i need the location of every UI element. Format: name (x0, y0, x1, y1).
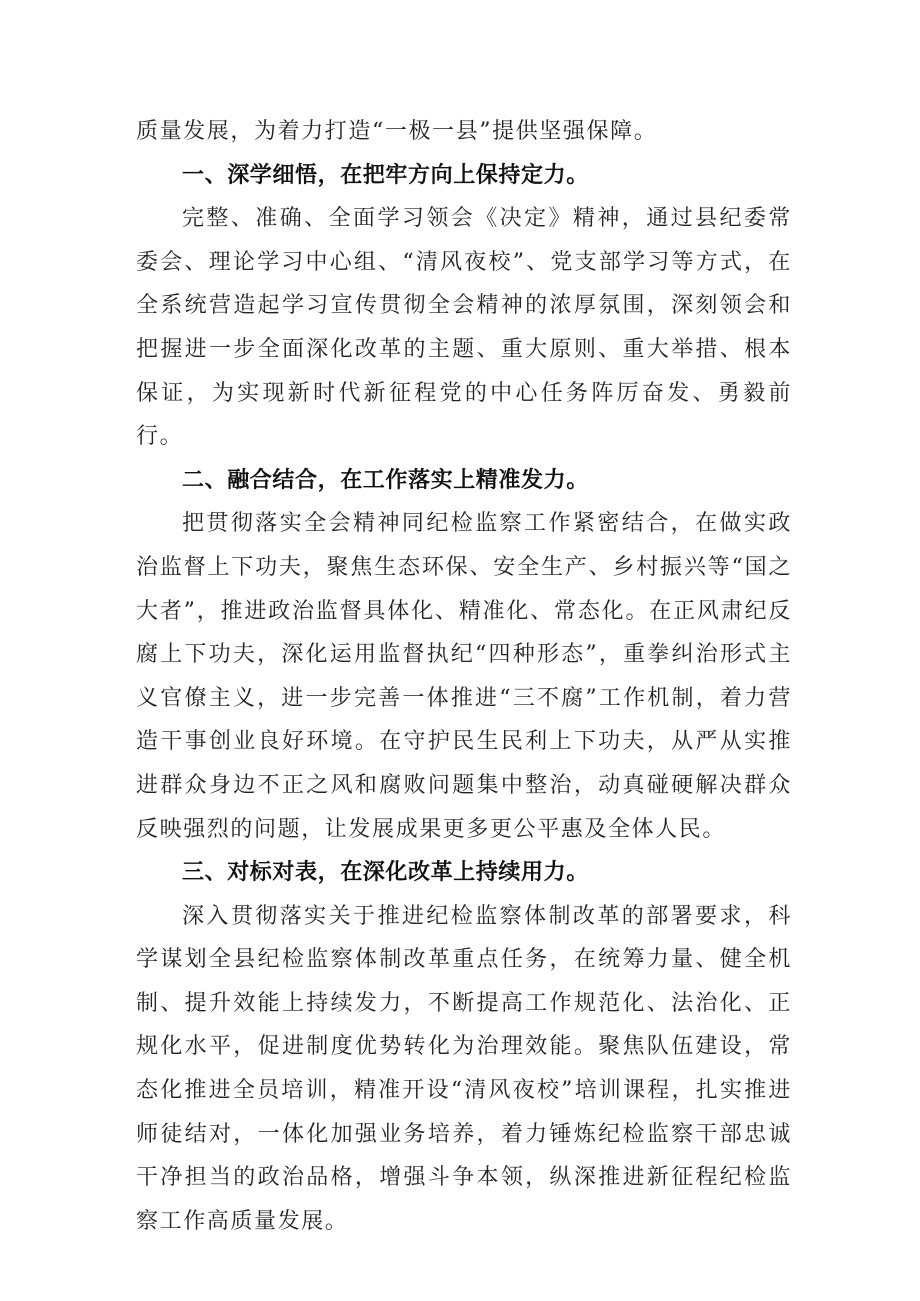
section-body-3: 深入贯彻落实关于推进纪检监察体制改革的部署要求，科学谋划全县纪检监察体制改革重点任务，在统筹力量、健全机制、提升效能上持续发力，不断提高工作规范化、法治化、正规化水平，促进制度优势转化为治理效能。聚焦队伍建设，常态化推进全员培训，精准开设“清风夜校”培训课程，扎实推进师徒结对，一体化加强业务培养，着力锤炼纪检监察干部忠诚干净担当的政治品格，增强斗争本领，纵深推进新征程纪检监察工作高质量发展。 (136, 903, 792, 1234)
section-heading-3: 三、对标对表，在深化改革上持续用力。 (182, 860, 589, 886)
intro-paragraph: 质量发展，为着力打造“一极一县”提供坚强保障。 (136, 119, 658, 144)
section-heading-2: 二、融合结合，在工作落实上精准发力。 (182, 467, 589, 493)
section-body-2: 把贯彻落实全会精神同纪检监察工作紧密结合，在做实政治监督上下功夫，聚焦生态环保、安全生产、乡村振兴等“国之大者”，推进政治监督具体化、精准化、常态化。在正风肃纪反腐上下功夫，深化运用监督执纪“四种形态”，重拳纠治形式主义官僚主义，进一步完善一体推进“三不腐”工作机制，着力营造干事创业良好环境。在守护民生民利上下功夫，从严从实推进群众身边不正之风和腐败问题集中整治，动真碰硬解决群众反映强烈的问题，让发展成果更多更公平惠及全体人民。 (136, 511, 792, 842)
section-body-1: 完整、准确、全面学习领会《决定》精神，通过县纪委常委会、理论学习中心组、“清风夜校”、党支部学习等方式，在全系统营造起学习宣传贯彻全会精神的浓厚氛围，深刻领会和把握进一步全面深化改革的主题、重大原则、重大举措、根本保证，为实现新时代新征程党的中心任务阵厉奋发、勇毅前行。 (136, 206, 792, 450)
section-heading-1: 一、深学细悟，在把牢方向上保持定力。 (182, 162, 589, 188)
document-body (136, 110, 792, 1243)
